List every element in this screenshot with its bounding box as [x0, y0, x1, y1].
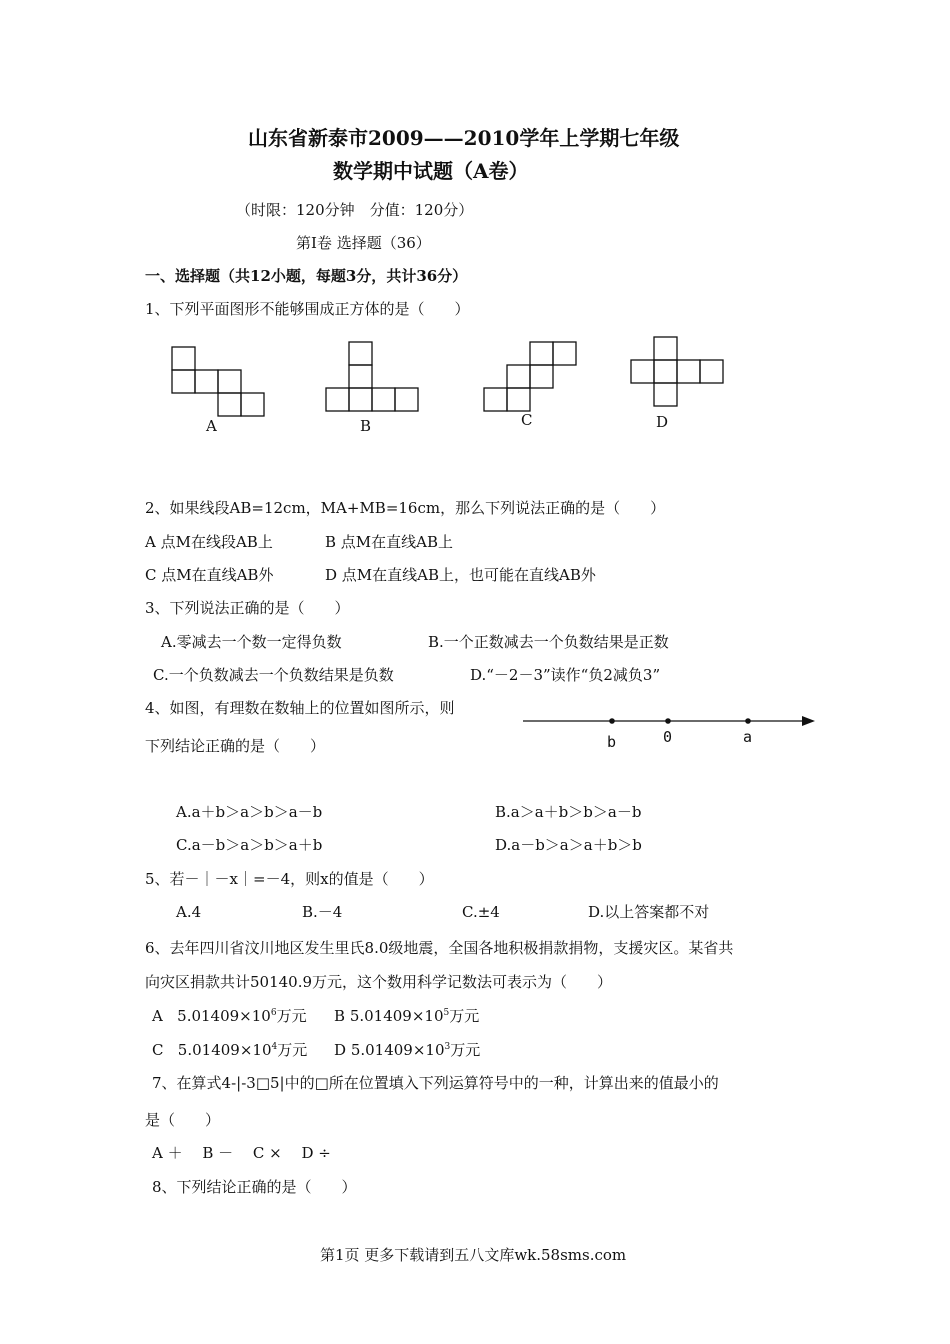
q2-option-d: D 点M在直线AB上，也可能在直线AB外	[325, 566, 596, 584]
cube-net-c	[484, 342, 576, 411]
title-line-1: 山东省新泰市2009——2010学年上学期七年级	[248, 126, 680, 150]
q3-option-b: B.一个正数减去一个负数结果是正数	[428, 633, 669, 651]
q2-option-c: C 点M在直线AB外	[145, 566, 274, 584]
q4-option-d: D.a－b＞a＞a＋b＞b	[495, 836, 642, 854]
q6-option-b-exp: 5	[443, 1008, 450, 1018]
q6-option-d-unit: 万元	[450, 1041, 481, 1059]
q6-option-a-label: A	[152, 1007, 163, 1025]
q4-number-line	[515, 705, 825, 755]
q7-stem-line-2: 是（ ）	[145, 1111, 221, 1129]
q6-option-a-base: 5.01409×10	[177, 1007, 271, 1025]
net-label-d: D	[656, 413, 669, 431]
q4-stem-line-1: 4、如图，有理数在数轴上的位置如图所示，则	[145, 699, 455, 717]
q6-stem-line-2: 向灾区捐款共计50140.9万元，这个数用科学记数法可表示为（ ）	[145, 973, 613, 991]
q4-option-a: A.a＋b＞a＞b＞a－b	[176, 803, 323, 821]
cube-net-d	[631, 337, 723, 406]
q8-stem: 8、下列结论正确的是（ ）	[152, 1178, 357, 1196]
q6-option-b-label: B	[334, 1007, 346, 1025]
q4-stem-line-2: 下列结论正确的是（ ）	[145, 737, 326, 755]
label-a: a	[743, 728, 753, 746]
q4-option-c: C.a－b＞a＞b＞a＋b	[176, 836, 323, 854]
q3-option-d: D.“－2－3”读作“负2减负3”	[470, 666, 661, 684]
q6-stem-line-1: 6、去年四川省汶川地区发生里氏8.0级地震，全国各地积极捐款捐物，支援灾区。某省共	[145, 939, 734, 957]
q5-option-d: D.以上答案都不对	[588, 903, 710, 921]
q6-option-d-exp: 3	[444, 1042, 451, 1052]
page-footer: 第1页 更多下载请到五八文库wk.58sms.com	[320, 1246, 627, 1264]
q5-stem: 5、若－｜－x｜=－4，则x的值是（ ）	[145, 870, 434, 888]
q5-option-b: B.－4	[302, 903, 343, 921]
q6-option-c-unit: 万元	[277, 1041, 308, 1059]
title-line-2: 数学期中试题（A卷）	[333, 159, 529, 183]
net-label-b: B	[360, 417, 372, 435]
cube-net-b	[326, 342, 418, 411]
section-title: 第Ⅰ卷 选择题（36）	[296, 234, 431, 252]
q6-option-a-exp: 6	[270, 1008, 277, 1018]
q1-stem: 1、下列平面图形不能够围成正方体的是（ ）	[145, 300, 470, 318]
q6-option-d	[334, 1040, 480, 1060]
q7-stem-line-1: 7、在算式4-|-3□5|中的□所在位置填入下列运算符号中的一种，计算出来的值最小的	[152, 1074, 719, 1092]
point-b	[609, 718, 615, 724]
net-label-c: C	[521, 411, 533, 429]
q2-option-a: A 点M在线段AB上	[145, 533, 273, 551]
q6-option-a	[152, 1006, 307, 1026]
q1-cube-nets-figure	[0, 335, 950, 465]
q6-option-b	[334, 1006, 479, 1026]
point-zero	[665, 718, 671, 724]
q3-stem: 3、下列说法正确的是（ ）	[145, 599, 350, 617]
q4-option-b: B.a＞a＋b＞b＞a－b	[495, 803, 642, 821]
label-b: b	[607, 733, 617, 751]
q5-option-c: C.±4	[462, 903, 500, 921]
part-heading: 一、选择题（共12小题，每题3分，共计36分）	[145, 267, 468, 285]
q5-option-a: A.4	[176, 903, 202, 921]
number-line-arrow	[802, 716, 815, 726]
label-zero: 0	[663, 728, 673, 746]
q2-option-b: B 点M在直线AB上	[325, 533, 454, 551]
q2-stem: 2、如果线段AB=12cm，MA+MB=16cm，那么下列说法正确的是（ ）	[145, 499, 666, 517]
point-a	[745, 718, 751, 724]
net-label-a: A	[206, 417, 217, 435]
q6-option-c-label: C	[152, 1041, 164, 1059]
q6-option-d-label: D	[334, 1041, 347, 1059]
q6-option-a-unit: 万元	[276, 1007, 307, 1025]
exam-meta: （时限：120分钟 分值：120分）	[236, 201, 474, 219]
q6-option-c	[152, 1040, 307, 1060]
q7-options: A ＋ B － C × D ÷	[152, 1144, 331, 1162]
q3-option-a: A.零减去一个数一定得负数	[161, 633, 342, 651]
q6-option-c-base: 5.01409×10	[177, 1041, 272, 1059]
cube-net-a	[172, 347, 264, 416]
q3-option-c: C.一个负数减去一个负数结果是负数	[153, 666, 394, 684]
q6-option-d-base: 5.01409×10	[350, 1041, 445, 1059]
q6-option-b-unit: 万元	[449, 1007, 480, 1025]
q6-option-b-base: 5.01409×10	[349, 1007, 444, 1025]
q6-option-c-exp: 4	[271, 1042, 278, 1052]
